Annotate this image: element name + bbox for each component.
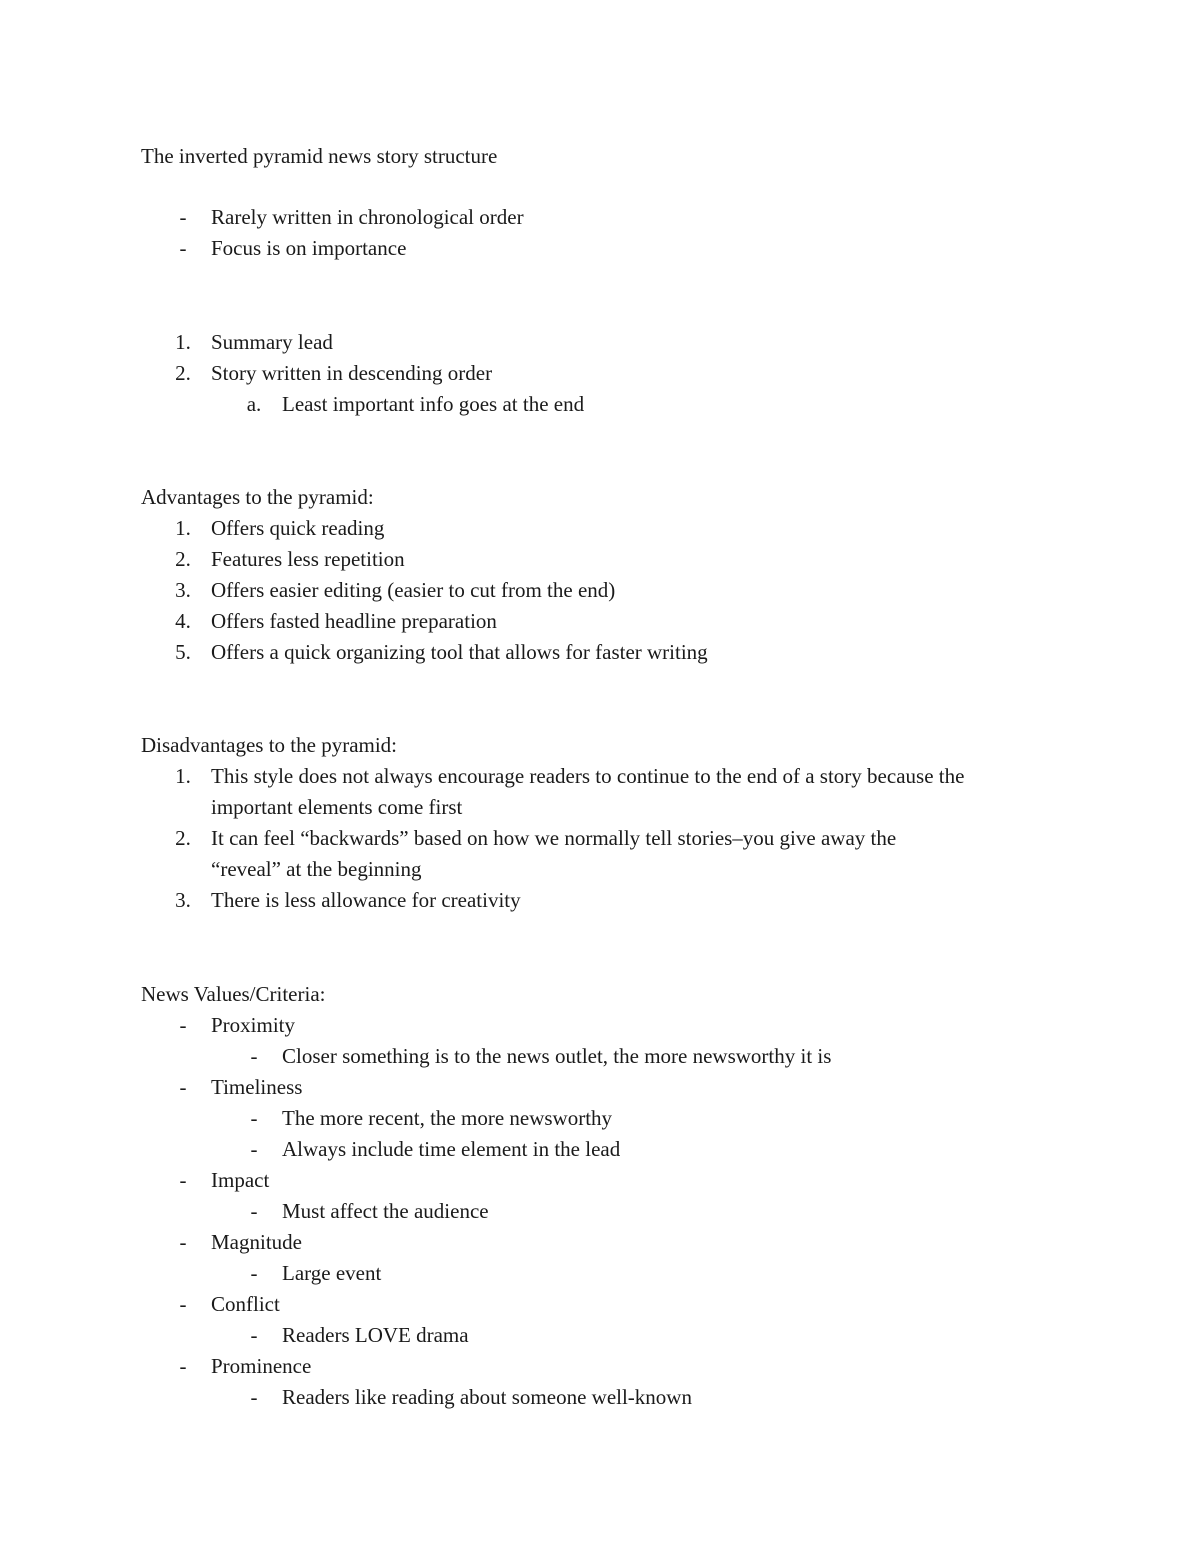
section-heading: The inverted pyramid news story structure	[141, 144, 498, 168]
list-item-text: There is less allowance for creativity	[211, 888, 521, 912]
list-marker: -	[250, 1385, 258, 1409]
list-item-text: Closer something is to the news outlet, the more newsworthy it is	[282, 1044, 832, 1068]
list-marker: 1.	[175, 516, 191, 540]
list-item-text: Readers like reading about someone well-known	[282, 1385, 692, 1409]
list-marker: 1.	[175, 330, 191, 354]
list-item-text: Large event	[282, 1261, 382, 1285]
list-marker: 3.	[175, 578, 191, 602]
list-marker: -	[179, 1292, 187, 1316]
list-item-text: Features less repetition	[211, 547, 405, 571]
list-marker: -	[179, 1168, 187, 1192]
list-item-text: important elements come first	[211, 795, 463, 819]
list-item-text: Timeliness	[211, 1075, 303, 1099]
list-item-text: Readers LOVE drama	[282, 1323, 469, 1347]
list-marker: 2.	[175, 547, 191, 571]
list-item-text: Rarely written in chronological order	[211, 205, 524, 229]
list-item-text: Offers quick reading	[211, 516, 385, 540]
section-heading: News Values/Criteria:	[141, 982, 326, 1006]
list-marker: -	[179, 236, 187, 260]
list-marker: -	[250, 1106, 258, 1130]
list-item-text: Impact	[211, 1168, 270, 1192]
list-item-text: This style does not always encourage readers to continue to the end of a story because the	[211, 764, 965, 788]
list-item-text: Offers fasted headline preparation	[211, 609, 497, 633]
list-item-text: Summary lead	[211, 330, 333, 354]
list-item-text: “reveal” at the beginning	[211, 857, 422, 881]
list-item-text: Focus is on importance	[211, 236, 407, 260]
list-marker: 2.	[175, 826, 191, 850]
list-item-text: Offers a quick organizing tool that allows for faster writing	[211, 640, 708, 664]
list-marker: -	[250, 1044, 258, 1068]
list-item-text: Proximity	[211, 1013, 296, 1037]
list-marker: 3.	[175, 888, 191, 912]
list-marker: -	[179, 1230, 187, 1254]
list-marker: -	[250, 1323, 258, 1347]
list-item-text: Conflict	[211, 1292, 280, 1316]
list-marker: a.	[246, 392, 262, 416]
list-marker: 2.	[175, 361, 191, 385]
list-marker: -	[179, 1075, 187, 1099]
list-item-text: Least important info goes at the end	[282, 392, 585, 416]
list-marker: -	[250, 1199, 258, 1223]
list-marker: 4.	[175, 609, 191, 633]
list-marker: 5.	[175, 640, 191, 664]
list-item-text: Magnitude	[211, 1230, 302, 1254]
list-marker: -	[250, 1137, 258, 1161]
list-item-text: It can feel “backwards” based on how we normally tell stories–you give away the	[211, 826, 897, 850]
section-heading: Disadvantages to the pyramid:	[141, 733, 398, 757]
list-marker: -	[179, 205, 187, 229]
list-item-text: Prominence	[211, 1354, 312, 1378]
list-marker: -	[250, 1261, 258, 1285]
list-item-text: Must affect the audience	[282, 1199, 489, 1223]
list-item-text: Always include time element in the lead	[282, 1137, 621, 1161]
section-heading: Advantages to the pyramid:	[141, 485, 374, 509]
list-item-text: Offers easier editing (easier to cut from the end)	[211, 578, 616, 602]
list-item-text: The more recent, the more newsworthy	[282, 1106, 613, 1130]
list-marker: 1.	[175, 764, 191, 788]
list-marker: -	[179, 1354, 187, 1378]
list-marker: -	[179, 1013, 187, 1037]
list-item-text: Story written in descending order	[211, 361, 493, 385]
